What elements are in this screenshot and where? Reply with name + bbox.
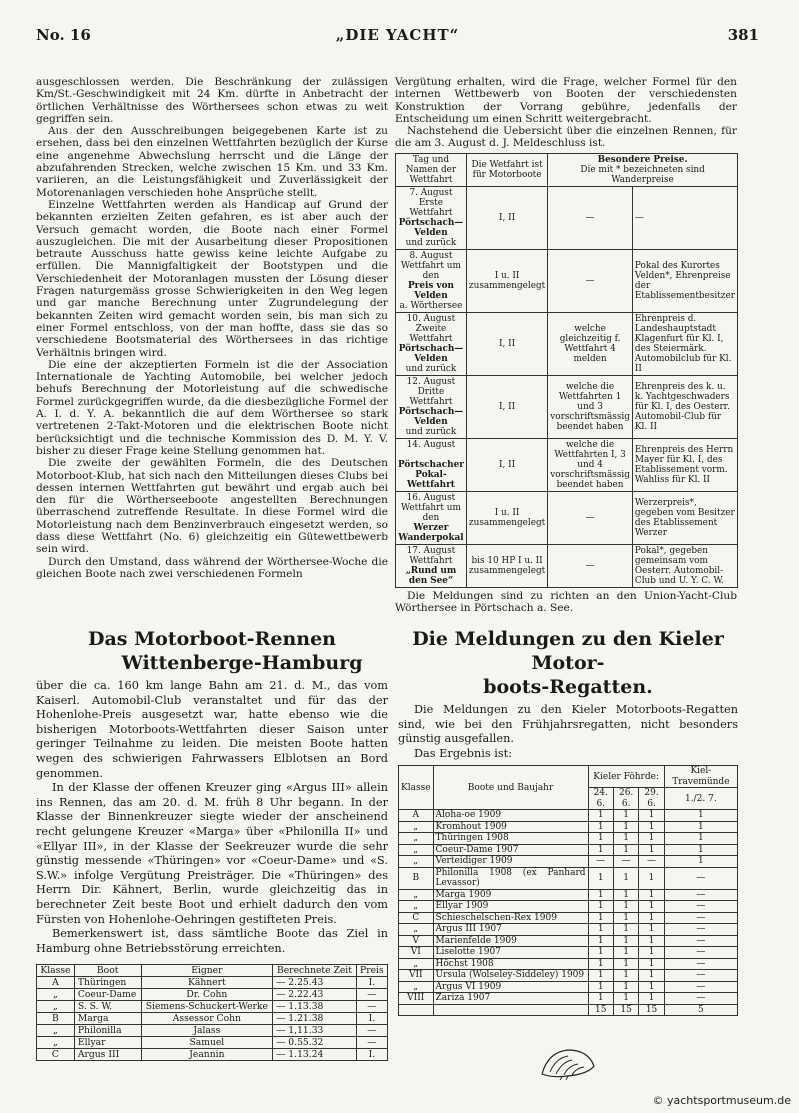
- table-row: VII Ursula (Wolseley-Siddeley) 1909 1 1 1 —: [399, 970, 738, 982]
- table-header: Tag und Namen der Wettfahrt: [396, 153, 467, 186]
- table-row: „ Verteidiger 1909 — — — 1: [399, 856, 738, 868]
- table-row: „ Philonilla Jalass — 1,11.33 —: [37, 1025, 388, 1037]
- table-row: „ Coeur-Dame Dr. Cohn — 2.22.43 —: [37, 989, 388, 1001]
- table-row: B Philonilla 1908 (ex Panhard Levassor) 1 1 1 —: [399, 867, 738, 889]
- table-row: C Argus III Jeannin — 1.13.24 I.: [37, 1049, 388, 1061]
- table-row: „ Ellyar 1909 1 1 1 —: [399, 901, 738, 913]
- table-row: „ Coeur-Dame 1907 1 1 1 1: [399, 844, 738, 856]
- paragraph: über die ca. 160 km lange Bahn am 21. d. M., das vom Kaiserl. Automobil-Club veranstaltet und für das der Hohenlohe-Preis ausgesetzt war, hatte ebenso wie die bisherigen Motorboots-Wettfahrten dieser Saison unter geringer Teilnahme zu leiden. Die meisten Boote hatten wegen des schwierigen Fahrwassers Elblotsen an Bord genommen.: [36, 679, 388, 780]
- total-cell: 15: [613, 1004, 638, 1016]
- copyright-credit: © yachtsportmuseum.de: [652, 1094, 791, 1107]
- article-title: Das Motorboot-Rennen Wittenberge-Hamburg: [88, 628, 363, 674]
- article-title: Die Meldungen zu den Kieler Motor- boots-Regatten.: [412, 628, 724, 698]
- table-row: C Schieschelschen-Rex 1909 1 1 1 —: [399, 912, 738, 924]
- paragraph: Die eine der akzeptierten Formeln ist die der Association Internationale de Yachting Automobile, bei welcher jedoch behufs Berechnung der Motorleistung auf die schwedische Formel zurückgegriffen wurde, da die diesbezügliche Formel der A. I. d. Y. A. bekanntlich die auf dem Wörthersee so stark vertretenen 2-Takt-Motoren und die elektrischen Boote nicht berücksichtigt und die technische Kommission des D. M. Y. V. bisher zu dieser Frage keine Stellung genommen hat.: [36, 358, 388, 457]
- date-header: 26. 6.: [613, 788, 638, 810]
- table-row: „ Höchst 1908 1 1 1 —: [399, 958, 738, 970]
- table-row: „ Argus III 1907 1 1 1 —: [399, 924, 738, 936]
- paragraph: Das Ergebnis ist:: [414, 746, 513, 760]
- paragraph: Die Meldungen zu den Kieler Motorboots-Regatten sind, wie bei den Frühjahrsregatten, nicht besonders günstig ausgefallen.: [398, 703, 738, 746]
- kiel-entries-table: [398, 765, 738, 1016]
- article-wittenberge: [36, 627, 388, 1061]
- table-row: „ Ellyar Samuel — 0.55.32 —: [37, 1037, 388, 1049]
- paragraph: Die Meldungen sind zu richten an den Union-Yacht-Club Wörthersee in Pörtschach a. See.: [395, 589, 737, 615]
- total-cell: 15: [639, 1004, 664, 1016]
- table-row: VIII Zariza 1907 1 1 1 —: [399, 993, 738, 1005]
- table-row: „ Thüringen 1908 1 1 1 1: [399, 833, 738, 845]
- article-kiel: [398, 627, 738, 1016]
- page-number: 381: [727, 26, 759, 44]
- date-header: 29. 6.: [639, 788, 664, 810]
- table-header: Besondere Preise. Die mit * bezeichneten sind Wanderpreise: [548, 153, 738, 186]
- shell-ornament-icon: [538, 1044, 598, 1080]
- total-cell: 15: [588, 1004, 613, 1016]
- table-row: A Thüringen Kähnert — 2.25.43 I.: [37, 977, 388, 989]
- table-row: „ Kromhout 1909 1 1 1 1: [399, 821, 738, 833]
- date-header: 1./2. 7.: [664, 788, 737, 810]
- page-header: [36, 26, 759, 48]
- table-header: Preis: [356, 965, 387, 977]
- paragraph: Durch den Umstand, dass während der Wörthersee-Woche die gleichen Boote nach zwei verschiedenen Formeln: [36, 555, 388, 580]
- journal-title: „DIE YACHT“: [335, 26, 460, 44]
- table-row: „ S. S. W. Siemens-Schuckert-Werke — 1.13.38 —: [37, 1001, 388, 1013]
- table-header: Klasse: [37, 965, 75, 977]
- table-row: B Marga Assessor Cohn — 1.21.38 I.: [37, 1013, 388, 1025]
- paragraph: Die zweite der gewählten Formeln, die des Deutschen Motorboot-Klub, hat sich nach den Mitteilungen dieses Clubs bei dessen internen Wettfahrten gut bewährt und ergab auch bei den für die Wörtherseeboote angestellten Berechnungen überraschend zutreffende Resultate. In diese Formel wird die Motorleistung nach dem Benzinverbrauch eingesetzt werden, so dass diese Wettfahrt (No. 6) gleichzeitig ein Gütewettbewerb sein wird.: [36, 457, 388, 556]
- table-header: Die Wetfahrt ist für Motorboote: [466, 153, 547, 186]
- paragraph: In der Klasse der offenen Kreuzer ging «Argus III» allein ins Rennen, das am 20. d. M. früh 8 Uhr begann. In der Klasse der Binnenkreuzer siegte wieder der anscheinend recht gelungene Kreuzer «Marga» über «Philonilla II» und «Ellyar III», in der Klasse der Seekreuzer wurde die sehr günstig messende «Thüringen» vor «Coeur-Dame» und «S. S.W.» infolge Vergütung Preisträger. Die «Thüringen» des Herrn Dir. Kähnert, Berlin, wurde gleichzeitig das in berechneter Zeit beste Boot und erhielt dadurch den vom Fürsten von Hohenlohe-Oehringen gestifteten Preis.: [36, 781, 388, 926]
- table-row: 7. August Erste Wettfahrt Pörtschach—Velden und zurück I, II — —: [396, 186, 738, 249]
- table-row: A Aloha-oe 1909 1 1 1 1: [399, 810, 738, 822]
- table-row: „ Marga 1909 1 1 1 —: [399, 889, 738, 901]
- table-row: 8. August Wettfahrt um den Preis von Velden a. Wörthersee I u. II zusammengelegt — Pokal des Kurortes Velden*, Ehrenpreise der Etablissementbesitzer: [396, 249, 738, 312]
- date-header: 24. 6.: [588, 788, 613, 810]
- table-row: 16. August Wettfahrt um den Werzer Wanderpokal I u. II zusammengelegt — Werzerpreis*, gegeben vom Besitzer des Etablissement Werzer: [396, 491, 738, 544]
- left-column-text: [36, 76, 388, 580]
- table-row: 12. August Dritte Wettfahrt Pörtschach—Velden und zurück I, II welche die Wettfahrten 1 und 3 vorschriftsmässig beendet haben Ehrenpreis des k. u. k. Yachtgeschwaders für Kl. I, des Oesterr. Automobil-Club für Kl. II: [396, 375, 738, 438]
- table-header: Klasse: [399, 766, 434, 810]
- table-header: Berechnete Zeit: [273, 965, 357, 977]
- table-row: VI Liselotte 1907 1 1 1 —: [399, 947, 738, 959]
- table-row: 14. August Pörtschacher Pokal-Wettfahrt I, II welche die Wettfahrten I, 3 und 4 vorschriftsmässig beendet haben Ehrenpreis des Herrn Mayer für Kl. I, des Etablissement vorm. Wahliss für Kl. II: [396, 438, 738, 491]
- table-header: Kieler Föhrde:: [588, 766, 664, 788]
- paragraph: Vergütung erhalten, wird die Frage, welcher Formel für den internen Wettbewerb von Booten der verschiedensten Konstruktion der Vorrang gebühre, jedenfalls der Entscheidung um einen Schritt weitergebracht.: [395, 76, 737, 125]
- total-cell: 5: [664, 1004, 737, 1016]
- table-row: V Marienfelde 1909 1 1 1 —: [399, 935, 738, 947]
- table-header: Boot: [74, 965, 141, 977]
- table-header: Eigner: [141, 965, 273, 977]
- table-row: 17. August Wettfahrt „Rund um den See“ bis 10 HP I u. II zusammengelegt — Pokal*, gegeben gemeinsam vom Oesterr. Automobil-Club und U. Y. C. W.: [396, 544, 738, 587]
- race-schedule-table: [395, 153, 738, 588]
- paragraph: ausgeschlossen werden. Die Beschränkung der zulässigen Km/St.-Geschwindigkeit mit 24 Km. dürfte in Anbetracht der örtlichen Verhältnisse des Wörthersees schon etwas zu weit gegriffen sein.: [36, 76, 388, 125]
- wittenberge-results-table: [36, 964, 388, 1061]
- table-row: 10. August Zweite Wettfahrt Pörtschach—Velden und zurück I, II welche gleichzeitig f. Wettfahrt 4 melden Ehrenpreis d. Landeshauptstadt Klagenfurt für Kl. I, des Steiermärk. Automobilclub für Kl. II: [396, 312, 738, 375]
- table-header: Boote und Baujahr: [433, 766, 588, 810]
- issue-number: No. 16: [36, 26, 91, 44]
- paragraph: Bemerkenswert ist, dass sämtliche Boote das Ziel in Hamburg ohne Betriebsstörung erreichten.: [36, 927, 388, 955]
- paragraph: Aus der den Ausschreibungen beigegebenen Karte ist zu ersehen, dass bei den einzelnen Wettfahrten bezüglich der Kurse eine angenehme Abwechslung herrscht und die Länge der abzufahrenden Strecken, welche zwischen 15 Km. und 33 Km. variieren, an die Leistungsfähigkeit und Zuverlässigkeit der Motorenanlagen verschieden hohe Ansprüche stellt.: [36, 125, 388, 199]
- table-row: „ Argus VI 1909 1 1 1 —: [399, 981, 738, 993]
- right-column-text: [395, 76, 737, 614]
- table-header: Kiel-Travemünde: [664, 766, 737, 788]
- paragraph: Nachstehend die Uebersicht über die einzelnen Rennen, für die am 3. August d. J. Meldeschluss ist.: [395, 125, 737, 150]
- paragraph: Einzelne Wettfahrten werden als Handicap auf Grund der bekannten erzielten Zeiten gefahren, es ist aber auch der Versuch gemacht worden, die Boote nach einer Formel auszugleichen. Die mit der Ausarbeitung dieser Propositionen betraute Ausschuss hatte gewiss keine leichte Aufgabe zu erfüllen. Die Mannigfaltigkeit der Bootstypen und die Verschiedenheit der Motoranlagen mussten der Lösung dieser Fragen naturgemäss grosse Schwierigkeiten in den Weg legen und gar manche Berechnung unter Zugrundelegung der bekannten Zeiten wird gemacht worden sein, bis man sich zu einer Formel entschloss, von der man hoffte, dass sie das so verschiedene Bootsmaterial des Wörthersees in das richtige Verhältnis bringen wird.: [36, 198, 388, 359]
